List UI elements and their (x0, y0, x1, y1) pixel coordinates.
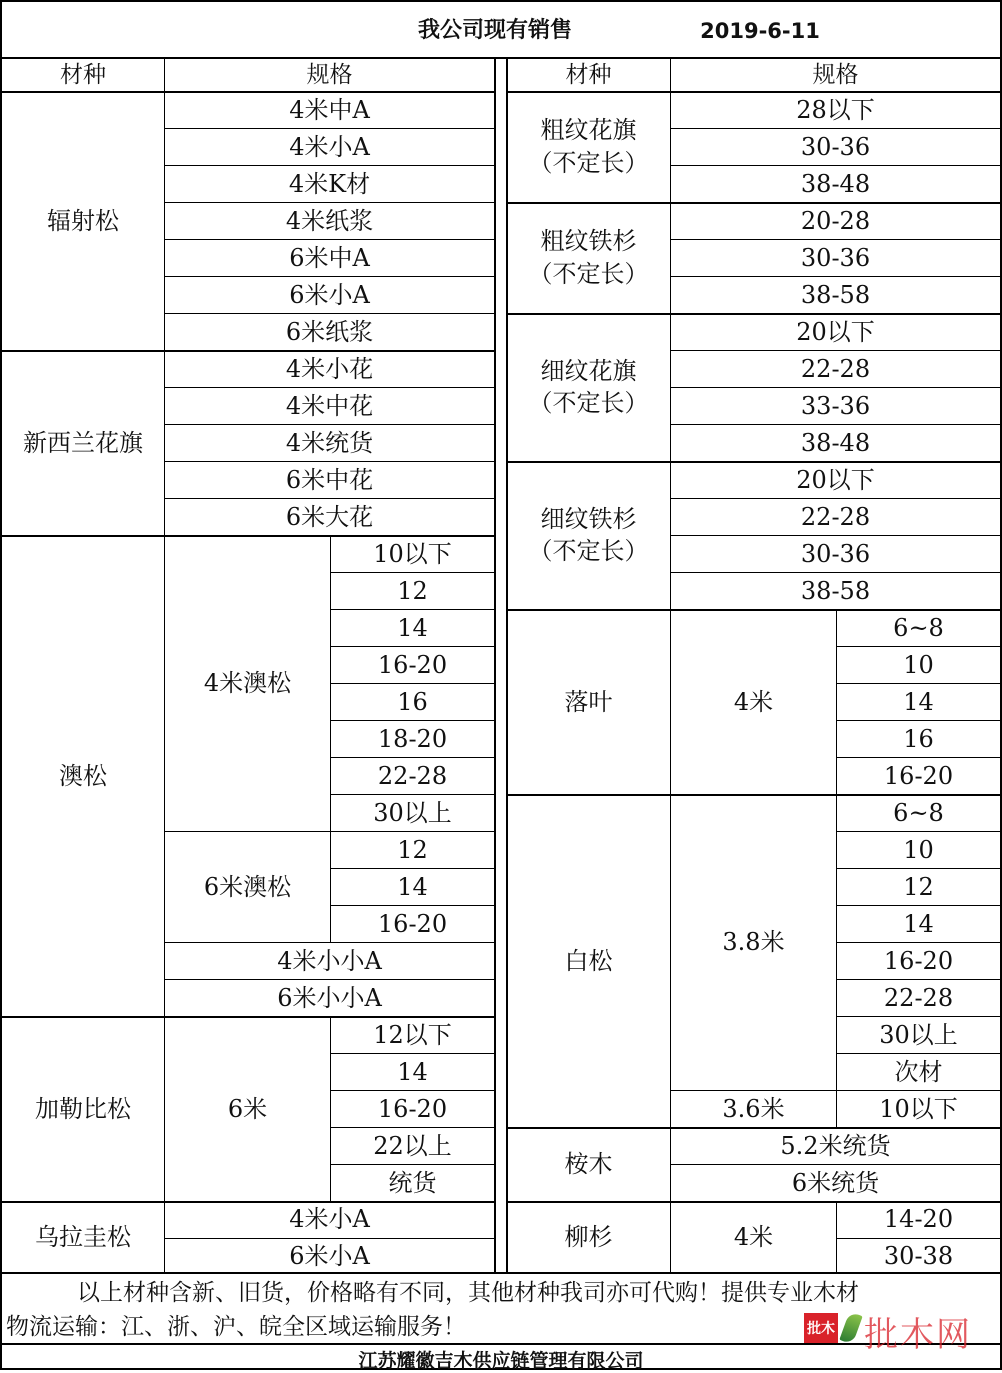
species-name-line: （不定长） (528, 537, 649, 565)
species-cell: 桉木 (564, 1150, 613, 1178)
subgroup-cell: 6米 (227, 1094, 268, 1123)
species-cell: 加勒比松 (35, 1094, 131, 1123)
sheet-date: 2019-6-11 (700, 18, 820, 43)
subgroup-cell: 3.6米 (722, 1094, 785, 1123)
subgroup-cell: 4米 (733, 687, 774, 716)
spec-cell: 4米小A (289, 132, 370, 161)
subgroup-cell: 4米澳松 (203, 669, 292, 697)
species-cell (507, 202, 670, 313)
spec-cell: 12 (397, 576, 428, 605)
spec-cell: 4米统货 (285, 428, 374, 457)
spec-cell: 16 (397, 687, 428, 716)
grid-line (0, 57, 1002, 59)
spec-cell: 28以下 (796, 95, 875, 124)
spec-cell: 6米小小A (277, 983, 382, 1012)
species-cell: 澳松 (59, 761, 107, 790)
spec-cell: 16-20 (883, 946, 954, 975)
header-right-spec: 规格 (812, 61, 859, 88)
spec-cell: 14 (903, 687, 934, 716)
spec-cell: 30以上 (373, 798, 452, 827)
spec-cell: 16-20 (377, 909, 448, 938)
spec-cell: 14-20 (883, 1205, 954, 1233)
spec-cell: 6米中A (289, 243, 370, 272)
spec-cell: 20以下 (796, 465, 875, 494)
species-name-line: （不定长） (528, 259, 649, 288)
spec-cell: 6米小A (289, 280, 370, 309)
spec-cell: 4米中A (289, 95, 370, 124)
spec-cell: 10以下 (879, 1094, 958, 1123)
species-cell: 白松 (564, 946, 613, 975)
spec-cell: 14 (397, 1057, 428, 1086)
species-cell: 柳杉 (564, 1222, 613, 1251)
spec-cell: 20-28 (800, 206, 871, 235)
spec-cell: 次材 (894, 1057, 943, 1086)
species-name-line: 细纹花旗 (540, 356, 637, 385)
spec-cell: 38-58 (800, 280, 871, 309)
spec-cell: 6~8 (893, 613, 944, 642)
spec-cell: 14 (903, 909, 934, 938)
spec-cell: 4米中花 (285, 391, 374, 420)
spec-cell: 12 (397, 835, 428, 864)
species-name-line: （不定长） (528, 389, 649, 417)
spec-cell: 22-28 (883, 983, 954, 1012)
spec-cell: 18-20 (377, 724, 448, 753)
spec-cell: 22-28 (800, 354, 871, 383)
spec-cell: 6~8 (893, 798, 944, 827)
spec-cell: 20以下 (796, 317, 875, 346)
spec-cell: 6米小A (289, 1242, 370, 1270)
spec-cell: 6米纸浆 (285, 317, 374, 346)
species-cell: 辐射松 (47, 206, 119, 235)
company-name: 江苏耀徽吉木供应链管理有限公司 (358, 1350, 644, 1372)
spec-cell: 5.2米统货 (780, 1131, 891, 1160)
spec-cell: 16 (903, 724, 934, 753)
spec-cell: 4米小A (289, 1205, 370, 1233)
spec-cell: 6米统货 (791, 1168, 880, 1197)
species-cell (507, 91, 670, 202)
spec-cell: 统货 (388, 1168, 437, 1197)
leaf-icon (839, 1312, 862, 1345)
spec-cell: 22-28 (377, 761, 448, 790)
spec-cell: 16-20 (883, 761, 954, 790)
spec-cell: 16-20 (377, 1094, 448, 1123)
watermark-text: 批木网 (864, 1315, 972, 1355)
spec-cell: 38-48 (800, 169, 871, 198)
footer-line-1: 以上材种含新、旧货，价格略有不同，其他材种我司亦可代购！提供专业木材 (77, 1280, 859, 1306)
spec-cell: 10 (903, 835, 934, 864)
spec-cell: 10以下 (373, 539, 452, 568)
spec-cell: 30以上 (879, 1020, 958, 1049)
spec-cell: 12以下 (373, 1020, 452, 1049)
species-name-line: 粗纹铁杉 (540, 227, 637, 256)
species-name-line: （不定长） (528, 148, 649, 177)
spec-cell: 4米小小A (277, 946, 382, 975)
spec-cell: 14 (397, 613, 428, 642)
species-cell: 新西兰花旗 (23, 428, 143, 457)
header-right-species: 材种 (565, 61, 612, 88)
spec-cell: 30-36 (800, 539, 871, 568)
watermark-logo (804, 1307, 1000, 1355)
spec-cell: 33-36 (800, 391, 871, 420)
spec-cell: 12 (903, 872, 934, 901)
spec-cell: 4米小花 (285, 354, 374, 383)
spec-cell: 6米大花 (285, 502, 374, 531)
subgroup-cell: 4米 (733, 1222, 774, 1251)
spec-cell: 30-36 (800, 132, 871, 161)
species-cell: 乌拉圭松 (35, 1222, 131, 1251)
subgroup-cell: 3.8米 (722, 928, 785, 956)
spec-cell: 4米K材 (288, 169, 371, 198)
species-cell: 落叶 (564, 687, 613, 716)
grid-line (494, 59, 496, 1272)
header-left-species: 材种 (60, 61, 106, 88)
spec-cell: 22-28 (800, 502, 871, 531)
species-name-line: 粗纹花旗 (540, 116, 637, 145)
spec-cell: 6米中花 (285, 465, 374, 494)
species-cell (507, 461, 670, 609)
watermark-badge: 批木 (804, 1313, 838, 1343)
spec-cell: 38-48 (800, 428, 871, 457)
sheet-title: 我公司现有销售 (417, 18, 572, 43)
spec-cell: 14 (397, 872, 428, 901)
spec-cell: 16-20 (377, 650, 448, 679)
spec-cell: 38-58 (800, 576, 871, 605)
header-left-spec: 规格 (306, 61, 353, 88)
spec-cell: 30-38 (883, 1242, 954, 1270)
spec-cell: 30-36 (800, 243, 871, 272)
footer-line-2: 物流运输：江、浙、沪、皖全区域运输服务！ (6, 1314, 466, 1340)
subgroup-cell: 6米澳松 (203, 872, 292, 901)
species-name-line: 细纹铁杉 (540, 504, 637, 533)
spec-cell: 10 (903, 650, 934, 679)
grid-line (0, 0, 1002, 2)
species-cell (507, 313, 670, 461)
spec-cell: 22以上 (373, 1131, 452, 1160)
spec-cell: 4米纸浆 (285, 206, 374, 235)
